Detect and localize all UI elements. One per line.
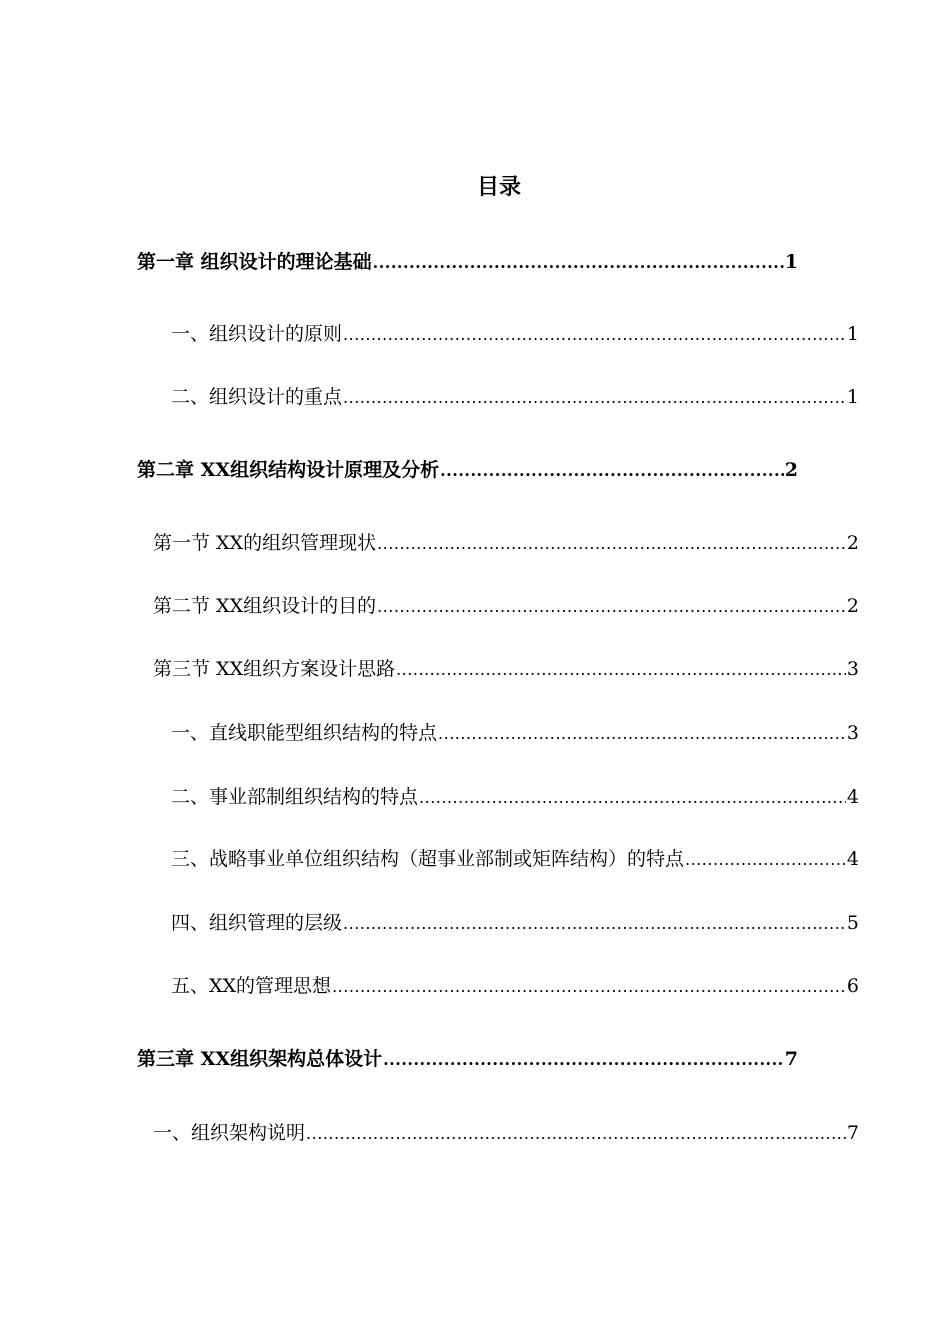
toc-entry-text: 第二章 XX组织结构设计原理及分析 [137,459,440,481]
toc-leader [332,974,846,1000]
toc-title: 目录 [476,174,521,200]
toc-entry-text: 一、直线职能型组织结构的特点 [171,722,438,744]
toc-page-number: 7 [784,1048,798,1070]
toc-leader [373,250,784,276]
toc-entry[interactable] [171,846,859,872]
toc-page-number: 1 [846,323,859,345]
toc-leader [685,847,846,873]
toc-entry-text: 第一章 组织设计的理论基础 [137,251,372,273]
toc-entry[interactable] [171,910,859,936]
toc-entry-text: 二、事业部制组织结构的特点 [171,786,419,808]
toc-page-number: 5 [846,912,859,934]
toc-entry[interactable] [153,530,859,556]
toc-page-number: 2 [846,532,859,554]
toc-page-number: 6 [846,975,859,997]
toc-leader [440,458,784,484]
toc-leader [383,1047,784,1073]
toc-entry[interactable] [153,656,859,682]
toc-leader [419,785,846,811]
toc-entry-text: 四、组织管理的层级 [171,912,343,934]
toc-entry[interactable] [171,384,859,410]
toc-page-number: 4 [846,786,859,808]
toc-entry[interactable] [171,321,859,347]
toc-leader [377,531,846,557]
toc-entry[interactable] [137,457,798,483]
toc-entry[interactable] [171,720,859,746]
toc-page-number: 2 [846,595,859,617]
toc-entry[interactable] [137,249,798,275]
toc-page-number: 1 [846,386,859,408]
toc-entry-text: 第一节 XX的组织管理现状 [153,532,377,554]
toc-entry[interactable] [171,973,859,999]
toc-entry-text: 第三章 XX组织架构总体设计 [137,1048,383,1070]
toc-entry-text: 第三节 XX组织方案设计思路 [153,658,396,680]
toc-entry[interactable] [153,593,859,619]
toc-page-number: 1 [784,251,798,273]
toc-page-number: 2 [784,459,798,481]
toc-entry[interactable] [171,784,859,810]
toc-leader [306,1121,846,1147]
toc-entry-text: 三、战略事业单位组织结构（超事业部制或矩阵结构）的特点 [171,848,685,870]
toc-leader [343,911,846,937]
toc-entry-text: 五、XX的管理思想 [171,975,332,997]
toc-entry-text: 一、组织架构说明 [153,1122,306,1144]
toc-page-number: 3 [846,658,859,680]
toc-leader [438,721,846,747]
toc-page-number: 3 [846,722,859,744]
toc-leader [343,385,846,411]
toc-page-number: 4 [846,848,859,870]
toc-entry[interactable] [153,1120,859,1146]
toc-leader [343,322,846,348]
toc-page-number: 7 [846,1122,859,1144]
toc-entry[interactable] [137,1046,798,1072]
toc-entry-text: 二、组织设计的重点 [171,386,343,408]
toc-leader [396,657,846,683]
toc-entry-text: 一、组织设计的原则 [171,323,343,345]
toc-entry-text: 第二节 XX组织设计的目的 [153,595,377,617]
toc-leader [377,594,846,620]
